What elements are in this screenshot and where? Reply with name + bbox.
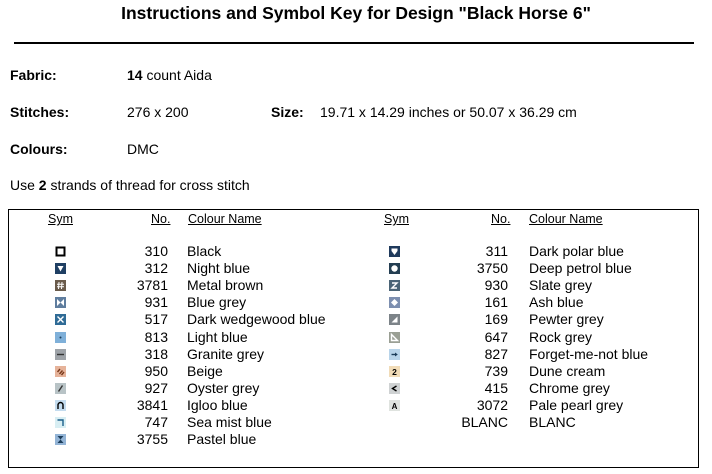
fabric-type: count Aida	[142, 67, 212, 83]
colour-name: Pewter grey	[529, 311, 604, 328]
header-sym-right: Sym	[384, 212, 409, 226]
colour-number: 930	[484, 277, 508, 294]
open-square-icon	[55, 246, 66, 257]
colour-name: Rock grey	[529, 328, 593, 345]
circle-icon	[389, 263, 400, 274]
colour-number: 739	[484, 362, 508, 379]
dot-icon	[55, 332, 66, 343]
colour-number: 311	[485, 243, 508, 259]
colour-number: 312	[144, 260, 168, 277]
size-label: Size:	[271, 104, 304, 120]
colour-name: BLANC	[529, 414, 576, 430]
strand-count: 2	[38, 177, 47, 193]
colour-number: 747	[144, 414, 168, 430]
stitches-value: 276 x 200	[127, 104, 189, 120]
colour-name: Forget-me-not blue	[529, 345, 649, 362]
colour-name: Dune cream	[529, 362, 606, 379]
colour-number: 3755	[136, 431, 168, 448]
blank-icon	[389, 417, 400, 428]
colour-number: 318	[144, 345, 168, 362]
colour-number: 647	[484, 328, 508, 345]
fabric-label: Fabric:	[10, 67, 57, 83]
colour-number: 517	[144, 311, 168, 328]
bowtie-icon	[55, 297, 66, 308]
page-title: Instructions and Symbol Key for Design "Black Horse 6"	[121, 3, 591, 23]
shield-icon	[389, 246, 400, 257]
svg-text:A: A	[391, 401, 398, 411]
size-value: 19.71 x 14.29 inches or 50.07 x 36.29 cm	[320, 104, 577, 120]
header-sym-left: Sym	[48, 212, 73, 226]
corner-icon	[55, 417, 66, 428]
colour-number: 950	[144, 362, 168, 379]
x-icon	[55, 314, 66, 325]
colour-name: Night blue	[187, 260, 251, 277]
colour-number: 3781	[136, 277, 168, 294]
svg-text:2: 2	[392, 366, 397, 377]
colour-name: Light blue	[187, 328, 248, 345]
colour-number: 169	[484, 311, 508, 328]
colours-label: Colours:	[10, 141, 68, 157]
colour-number: 310	[144, 243, 168, 259]
colour-name: Beige	[187, 362, 223, 379]
header-no-right: No.	[491, 212, 511, 226]
slash-icon	[55, 383, 66, 394]
colours-value: DMC	[127, 141, 159, 157]
colour-name: Chrome grey	[529, 379, 610, 396]
less-than-icon	[389, 383, 400, 394]
colour-name: Slate grey	[529, 277, 593, 294]
colour-number: 161	[484, 294, 508, 311]
colour-number: BLANC	[461, 414, 508, 430]
slashes-icon	[55, 366, 66, 377]
dash-icon	[55, 349, 66, 360]
colour-name: Dark wedgewood blue	[187, 311, 326, 328]
colour-number: 931	[144, 294, 168, 311]
title-rule	[14, 42, 694, 44]
colour-name: Black	[187, 243, 222, 259]
colour-name: Pastel blue	[187, 431, 257, 448]
triangle-outline-icon	[389, 332, 400, 343]
colour-number: 3750	[476, 260, 508, 277]
hash-icon	[55, 280, 66, 291]
z-icon	[389, 280, 400, 291]
colour-number: 415	[484, 379, 508, 396]
digit-2-icon	[389, 366, 400, 377]
arrow-right-icon	[389, 349, 400, 360]
header-name-left: Colour Name	[188, 212, 262, 226]
thread-instructions	[10, 177, 250, 193]
colour-name: Pale pearl grey	[529, 396, 624, 413]
colour-number: 813	[144, 328, 168, 345]
fabric-value	[127, 67, 212, 83]
diamond-icon	[389, 297, 400, 308]
colour-name: Dark polar blue	[529, 243, 624, 259]
colour-number: 927	[144, 379, 168, 396]
fabric-count: 14	[127, 67, 143, 83]
colour-number: 827	[484, 345, 508, 362]
header-no-left: No.	[151, 212, 171, 226]
colour-name: Oyster grey	[187, 379, 260, 396]
down-triangle-icon	[55, 263, 66, 274]
symbol-key-table	[8, 209, 699, 468]
instructions-pre: Use	[10, 177, 39, 193]
hourglass-icon	[55, 434, 66, 445]
colour-number: 3841	[136, 396, 168, 413]
colour-name: Granite grey	[187, 345, 265, 362]
colour-name: Deep petrol blue	[529, 260, 632, 277]
colour-name: Blue grey	[187, 294, 247, 311]
arch-icon	[55, 400, 66, 411]
letter-a-icon	[389, 400, 400, 411]
colour-name: Ash blue	[529, 294, 584, 311]
header-name-right: Colour Name	[529, 212, 603, 226]
up-triangle-icon	[389, 314, 400, 325]
instructions-post: strands of thread for cross stitch	[46, 177, 250, 193]
colour-name: Metal brown	[187, 277, 264, 294]
colour-name: Sea mist blue	[187, 414, 272, 430]
colour-number: 3072	[476, 396, 508, 413]
colour-name: Igloo blue	[187, 396, 248, 413]
stitches-label: Stitches:	[10, 104, 70, 120]
